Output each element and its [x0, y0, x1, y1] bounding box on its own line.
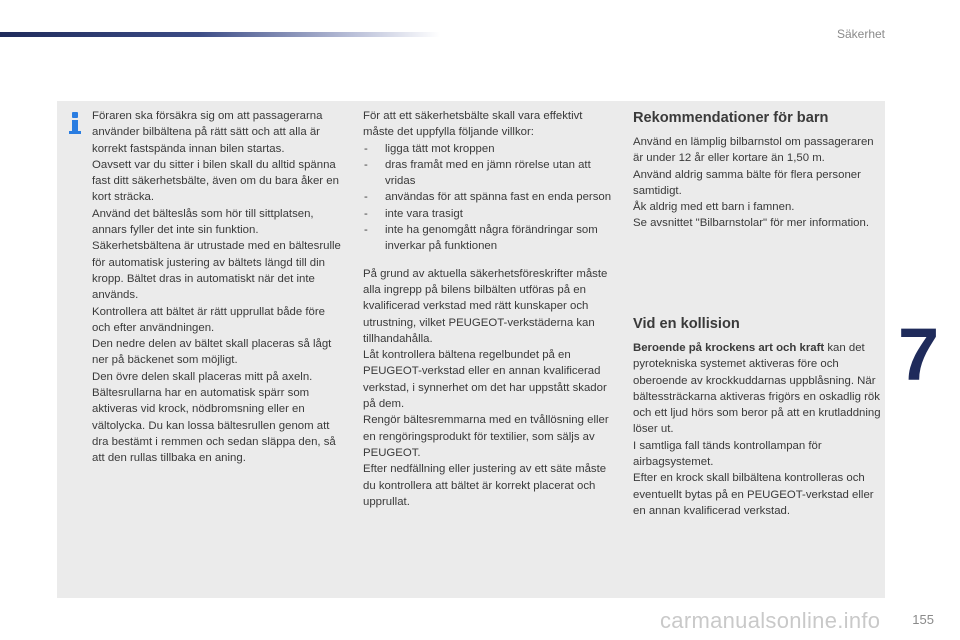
- seatbelt-info-column: [92, 108, 346, 467]
- paragraph: Kontrollera att bältet är rätt upprullat både före och efter användningen.: [92, 305, 326, 334]
- paragraph: [633, 340, 881, 438]
- paragraph: I samtliga fall tänds kontrollampan för airbagsystemet.: [633, 439, 822, 469]
- paragraph: Bältesrullarna har en automatisk spärr som aktiveras vid krock, nödbromsning eller en vältolycka. Du kan lossa bältesrullen genom att dra bestämt i remmen och sedan släppa den, så att den rullas tillbaka en aning.: [92, 387, 336, 465]
- paragraph: Låt kontrollera bältena regelbundet på en PEUGEOT-verkstad eller en annan kvalificerad verkstad, i synnerhet om det har uppstått skador på dem.: [363, 349, 607, 411]
- paragraph: Efter en krock skall bilbältena kontrolleras och eventuellt bytas på en PEUGEOT-verkstad eller en annan kvalificerad verkstad.: [633, 472, 874, 517]
- paragraph: Den nedre delen av bältet skall placeras så lågt ner på bäckenet som möjligt.: [92, 338, 332, 367]
- paragraph: Se avsnittet "Bilbarnstolar" för mer information.: [633, 217, 869, 230]
- list-item: - inte vara trasigt: [363, 206, 613, 222]
- chapter-number: 7: [898, 313, 940, 396]
- paragraph: Föraren ska försäkra sig om att passagerarna använder bilbältena på rätt sätt och att alla är korrekt fastspända innan bilen startas.: [92, 110, 323, 155]
- collision-section: [633, 314, 881, 519]
- seatbelt-conditions-column: [363, 108, 613, 510]
- paragraph: Rengör bältesremmarna med en tvållösning eller en rengöringsprodukt för textilier, som säljs av PEUGEOT.: [363, 414, 609, 459]
- list-item: - dras framåt med en jämn rörelse utan att vridas: [363, 157, 613, 190]
- collision-lead-text: kan det pyrotekniska systemet aktiveras före och oberoende av krockkuddarnas uppblåsning. När bältessträckarna aktiveras frigörs en oskadlig rök och ett ljud hörs som beror på att en krutladdning löser ut.: [633, 342, 881, 436]
- paragraph: Efter nedfällning eller justering av ett säte måste du kontrollera att bältet är korrekt placerat och upprullat.: [363, 463, 607, 508]
- collision-lead-bold: Beroende på krockens art och kraft: [633, 342, 825, 354]
- paragraph: På grund av aktuella säkerhetsföreskrifter måste alla ingrepp på bilens bilbälten utföras på en kvalificerad verkstad med rätt kunskaper och utrustning, vilket PEUGEOT-verkstäderna kan tillhandahålla.: [363, 267, 608, 345]
- watermark: carmanualsonline.info: [660, 608, 881, 633]
- info-icon: [68, 112, 82, 134]
- list-item: - inte ha genomgått några förändringar som inverkar på funktionen: [363, 222, 613, 255]
- children-heading: Rekommendationer för barn: [633, 110, 829, 126]
- paragraph: Oavsett var du sitter i bilen skall du alltid spänna fast ditt säkerhetsbälte, även om du bara åker en kort sträcka.: [92, 158, 339, 204]
- header-accent-bar: [0, 32, 440, 37]
- children-recommendations: [633, 108, 881, 232]
- paragraph: Säkerhetsbältena är utrustade med en bältesrulle för automatisk justering av bältets längd till din kropp. Bältet dras in automatiskt när det inte används.: [92, 240, 341, 302]
- list-item: - användas för att spänna fast en enda person: [363, 189, 613, 205]
- conditions-list: [363, 141, 613, 255]
- page-number: 155: [912, 612, 934, 627]
- paragraph: Använd aldrig samma bälte för flera personer samtidigt.: [633, 168, 861, 197]
- conditions-intro: För att ett säkerhetsbälte skall vara effektivt måste det uppfylla följande villkor:: [363, 110, 583, 139]
- collision-heading: Vid en kollision: [633, 316, 740, 332]
- section-title: Säkerhet: [836, 27, 885, 41]
- paragraph: Använd en lämplig bilbarnstol om passageraren är under 12 år eller kortare än 1,50 m.: [633, 136, 874, 165]
- paragraph: Den övre delen skall placeras mitt på axeln.: [92, 370, 313, 383]
- list-item: - ligga tätt mot kroppen: [363, 141, 613, 157]
- paragraph: Åk aldrig med ett barn i famnen.: [633, 201, 795, 214]
- paragraph: Använd det bälteslås som hör till sittplatsen, annars fyller det inte sin funktion.: [92, 207, 314, 237]
